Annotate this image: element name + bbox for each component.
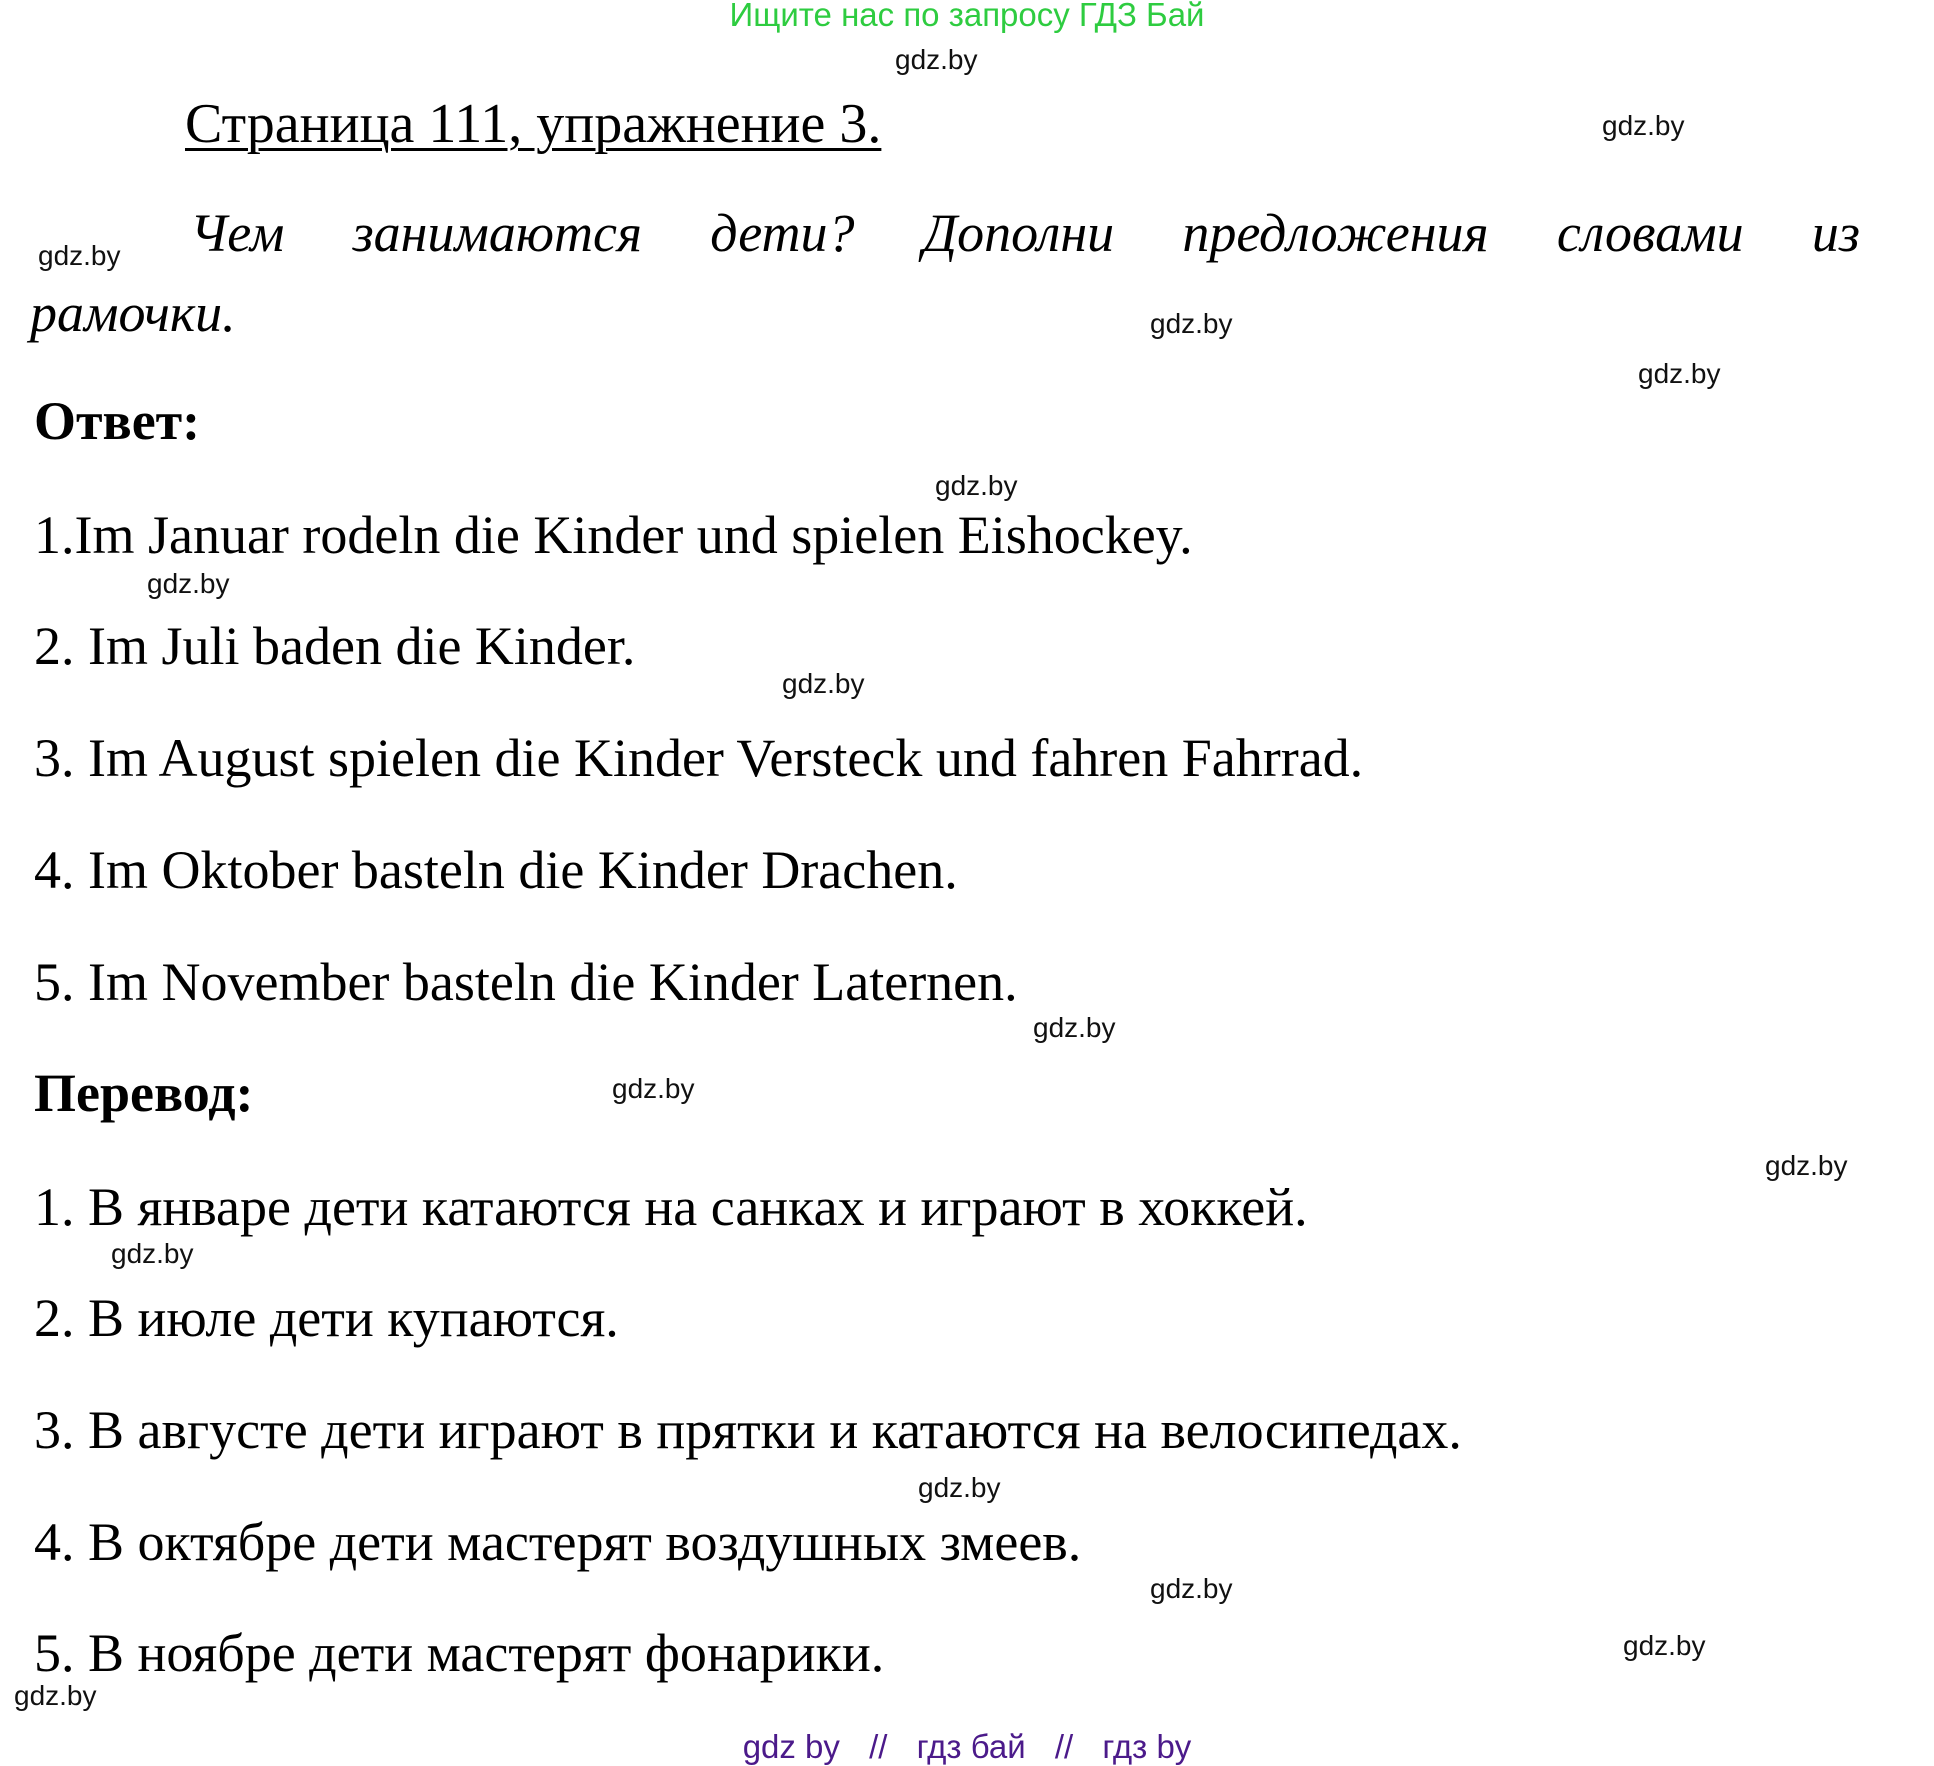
answer-item: 2. Im Juli baden die Kinder.: [34, 616, 636, 676]
watermark: gdz.by: [1602, 110, 1685, 141]
task-line-2: рамочки.: [30, 283, 236, 343]
page-title: Страница 111, упражнение 3.: [185, 93, 882, 155]
answer-item: 3. Im August spielen die Kinder Versteck und fahren Fahrrad.: [34, 728, 1364, 788]
translation-item: 2. В июле дети купаются.: [34, 1288, 619, 1348]
answer-item: 5. Im November basteln die Kinder Laternen.: [34, 952, 1018, 1012]
watermark: gdz.by: [38, 240, 121, 271]
translation-heading: Перевод:: [34, 1063, 254, 1123]
answer-item: 4. Im Oktober basteln die Kinder Drachen.: [34, 840, 958, 900]
watermark: gdz.by: [612, 1073, 695, 1104]
watermark: gdz.by: [1623, 1630, 1706, 1661]
footer: [0, 1728, 1934, 1766]
watermark: gdz.by: [782, 668, 865, 699]
task-word: предложения: [1182, 203, 1489, 263]
footer-link-gdz-by-cyr[interactable]: гдз by: [1102, 1728, 1192, 1765]
footer-link-gdz-bai[interactable]: гдз бай: [916, 1728, 1026, 1765]
watermark: gdz.by: [1150, 308, 1233, 339]
watermark: gdz.by: [1638, 358, 1721, 389]
watermark: gdz.by: [14, 1680, 97, 1711]
watermark: gdz.by: [111, 1238, 194, 1269]
footer-separator: //: [869, 1728, 888, 1765]
watermark: gdz.by: [935, 470, 1018, 501]
task-word: словами: [1556, 203, 1744, 263]
translation-item: 3. В августе дети играют в прятки и катаются на велосипедах.: [34, 1400, 1462, 1460]
task-line-1: [190, 202, 1860, 264]
watermark: gdz.by: [1150, 1573, 1233, 1604]
task-word: Дополни: [922, 203, 1115, 263]
task-word: дети?: [710, 203, 855, 263]
watermark: gdz.by: [1765, 1150, 1848, 1181]
task-word: занимаются: [352, 203, 643, 263]
watermark: gdz.by: [1033, 1012, 1116, 1043]
footer-separator: //: [1054, 1728, 1074, 1765]
answer-item: 1.Im Januar rodeln die Kinder und spielen Eishockey.: [34, 505, 1193, 565]
watermark: gdz.by: [918, 1472, 1001, 1503]
task-word: из: [1811, 203, 1860, 263]
promo-banner: Ищите нас по запросу ГДЗ Бай: [729, 0, 1205, 33]
translation-item: 5. В ноябре дети мастерят фонарики.: [34, 1623, 885, 1683]
watermark: gdz.by: [895, 44, 978, 75]
answer-heading: Ответ:: [34, 391, 201, 451]
task-word: Чем: [190, 203, 285, 263]
translation-item: 1. В январе дети катаются на санках и играют в хоккей.: [34, 1177, 1308, 1237]
watermark: gdz.by: [147, 568, 230, 599]
footer-link-gdz-by[interactable]: gdz by: [742, 1728, 840, 1765]
translation-item: 4. В октябре дети мастерят воздушных змеев.: [34, 1512, 1082, 1572]
